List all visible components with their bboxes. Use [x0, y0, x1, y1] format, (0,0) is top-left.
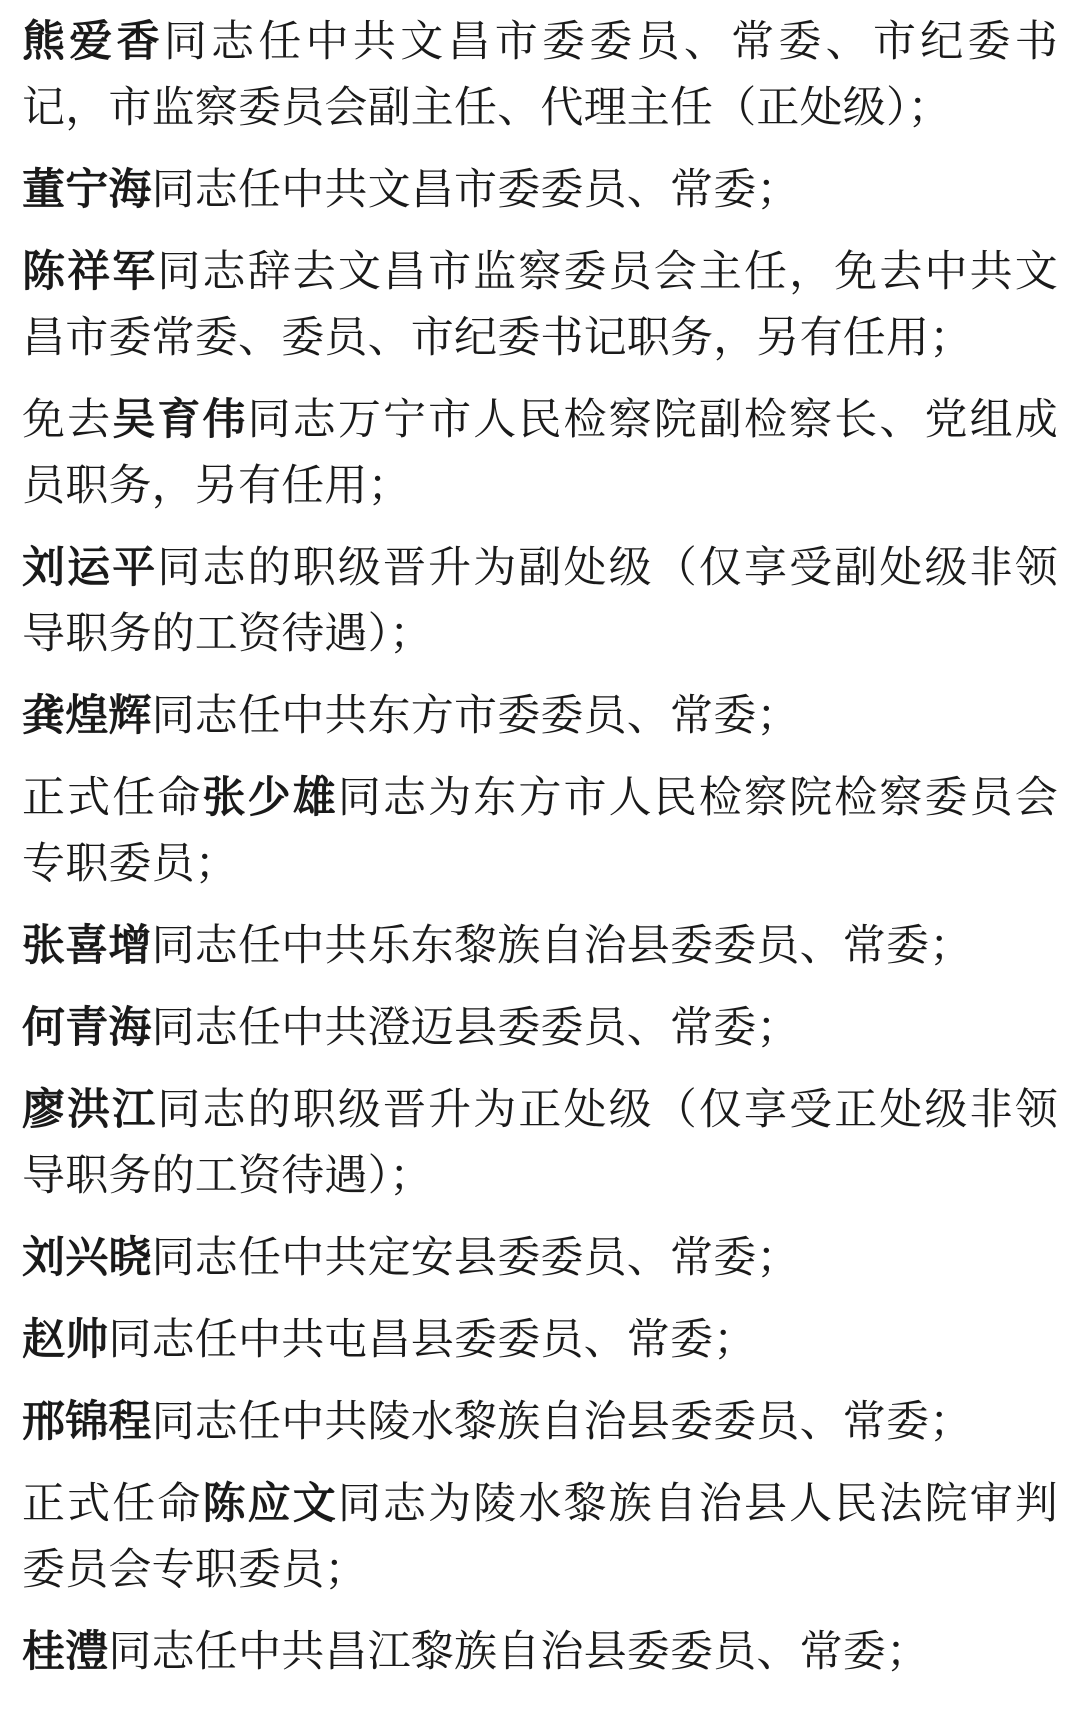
paragraph — [22, 1226, 1058, 1292]
paragraph — [22, 1620, 1058, 1686]
paragraph-text: 同志任中共文昌市委委员、常委； — [151, 167, 800, 214]
person-name: 吴育伟 — [112, 397, 248, 444]
paragraph — [22, 914, 1058, 980]
paragraph-text: 正式任命 — [22, 775, 203, 822]
paragraph — [22, 158, 1058, 224]
paragraph-text: 正式任命 — [22, 1481, 203, 1528]
paragraph-text: 同志任中共东方市委委员、常委； — [151, 693, 800, 740]
paragraph-text: 同志为东方市人民检察院检察委员会专职委员； — [22, 775, 1058, 888]
person-name: 熊爱香 — [22, 19, 164, 66]
person-name: 张少雄 — [202, 775, 338, 822]
paragraph-text: 同志任中共文昌市委委员、常委、市纪委书记，市监察委员会副主任、代理主任（正处级）； — [22, 19, 1058, 132]
person-name: 何青海 — [22, 1005, 152, 1052]
person-name: 廖洪江 — [22, 1087, 158, 1134]
paragraph — [22, 1472, 1058, 1604]
person-name: 桂澧 — [22, 1629, 109, 1676]
paragraph — [22, 388, 1058, 520]
paragraph-text: 同志任中共澄迈县委委员、常委； — [151, 1005, 800, 1052]
paragraph — [22, 1390, 1058, 1456]
paragraph — [22, 1078, 1058, 1210]
paragraph-text: 同志辞去文昌市监察委员会主任，免去中共文昌市委常委、委员、市纪委书记职务，另有任用； — [22, 249, 1059, 362]
paragraph-container — [22, 10, 1058, 1686]
person-name: 邢锦程 — [22, 1399, 152, 1446]
paragraph-text: 同志任中共乐东黎族自治县委委员、常委； — [151, 923, 973, 970]
paragraph — [22, 10, 1058, 142]
paragraph-text: 同志的职级晋升为副处级（仅享受副处级非领导职务的工资待遇）； — [22, 545, 1059, 658]
person-name: 龚煌辉 — [22, 693, 152, 740]
paragraph-text: 同志的职级晋升为正处级（仅享受正处级非领导职务的工资待遇）； — [22, 1087, 1059, 1200]
person-name: 张喜增 — [22, 923, 152, 970]
paragraph-text: 同志任中共屯昌县委委员、常委； — [108, 1317, 757, 1364]
paragraph-text: 同志任中共定安县委委员、常委； — [151, 1235, 800, 1282]
paragraph-text: 同志为陵水黎族自治县人民法院审判委员会专职委员； — [22, 1481, 1058, 1594]
person-name: 刘运平 — [22, 545, 158, 592]
paragraph — [22, 1308, 1058, 1374]
person-name: 刘兴晓 — [22, 1235, 152, 1282]
paragraph — [22, 536, 1058, 668]
paragraph-text: 同志万宁市人民检察院副检察长、党组成员职务，另有任用； — [22, 397, 1059, 510]
person-name: 赵帅 — [22, 1317, 109, 1364]
paragraph — [22, 766, 1058, 898]
paragraph — [22, 240, 1058, 372]
person-name: 陈祥军 — [22, 249, 158, 296]
paragraph-text: 免去 — [22, 397, 113, 444]
paragraph-text: 同志任中共昌江黎族自治县委委员、常委； — [108, 1629, 930, 1676]
person-name: 陈应文 — [202, 1481, 338, 1528]
paragraph — [22, 996, 1058, 1062]
paragraph — [22, 684, 1058, 750]
paragraph-text: 同志任中共陵水黎族自治县委委员、常委； — [151, 1399, 973, 1446]
person-name: 董宁海 — [22, 167, 152, 214]
